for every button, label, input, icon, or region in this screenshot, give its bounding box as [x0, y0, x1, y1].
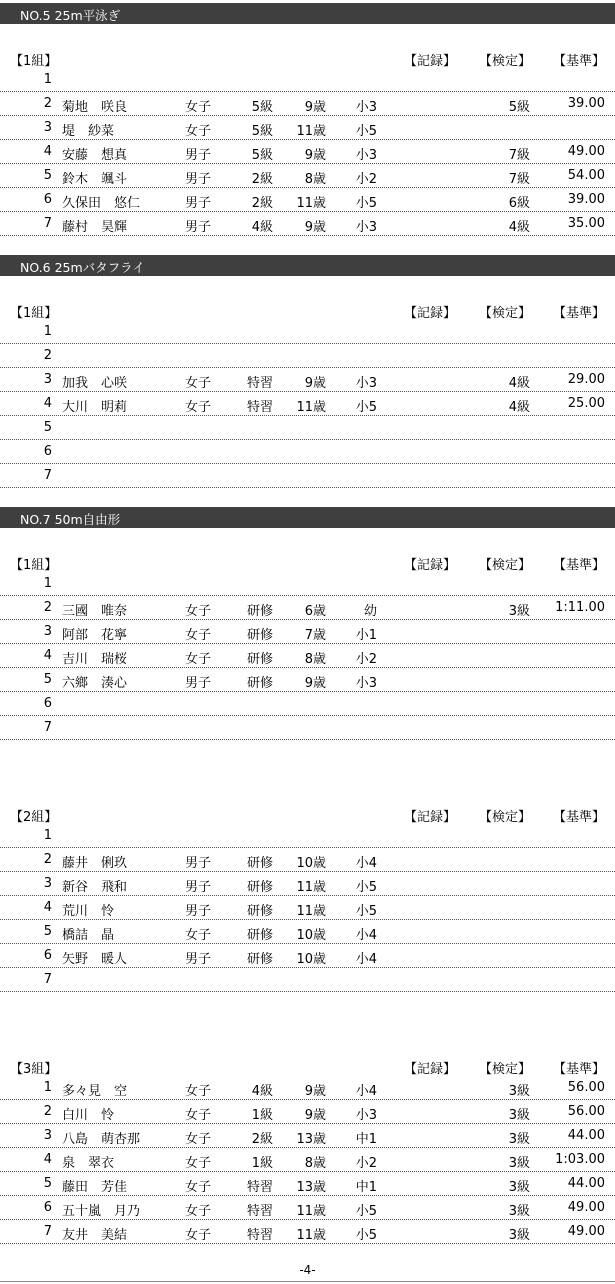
lane-number: 2 [43, 96, 52, 111]
record-column-header: 【記録】 [404, 810, 457, 825]
standard-time: 35.00 [567, 216, 605, 231]
age: 11歳 [296, 400, 326, 415]
lane-number: 5 [43, 420, 52, 435]
swimmer-name: 安藤 想真 [62, 148, 128, 163]
school-grade: 小4 [355, 952, 377, 967]
age: 13歳 [296, 1132, 326, 1147]
age: 9歳 [304, 100, 326, 115]
test-level: 4級 [508, 220, 530, 235]
test-level: 3級 [508, 1228, 530, 1243]
swimmer-name: 三國 唯奈 [62, 604, 128, 619]
lane-number: 3 [43, 120, 52, 135]
gender: 男子 [185, 856, 212, 871]
standard-time: 49.00 [567, 1200, 605, 1215]
record-column-header: 【記録】 [404, 1062, 457, 1077]
standard-time: 56.00 [567, 1104, 605, 1119]
lane-number: 4 [43, 1152, 52, 1167]
lane-number: 3 [43, 372, 52, 387]
table-row [0, 872, 615, 896]
gender: 女子 [185, 1228, 212, 1243]
class-level: 研修 [246, 904, 273, 919]
age: 10歳 [296, 856, 326, 871]
swimmer-name: 阿部 花寧 [62, 628, 128, 643]
lane-number: 2 [43, 600, 52, 615]
gender: 女子 [185, 400, 212, 415]
group-header [0, 48, 615, 68]
class-level: 特習 [246, 376, 273, 391]
test-level: 4級 [508, 400, 530, 415]
record-column-header: 【記録】 [404, 54, 457, 69]
age: 7歳 [304, 628, 326, 643]
table-row [0, 392, 615, 416]
test-level: 7級 [508, 172, 530, 187]
standard-time: 54.00 [567, 168, 605, 183]
class-level: 特習 [246, 1228, 273, 1243]
gender: 男子 [185, 196, 212, 211]
school-grade: 小2 [355, 172, 377, 187]
class-level: 研修 [246, 952, 273, 967]
lane-number: 3 [43, 1128, 52, 1143]
class-level: 1級 [251, 1156, 273, 1171]
class-level: 5級 [251, 148, 273, 163]
group-label: 【3組】 [10, 1062, 58, 1077]
table-row [0, 188, 615, 212]
school-grade: 小5 [355, 904, 377, 919]
table-row [0, 92, 615, 116]
standard-time: 39.00 [567, 192, 605, 207]
table-row [0, 140, 615, 164]
swimmer-name: 藤井 俐玖 [62, 856, 128, 871]
class-level: 5級 [251, 100, 273, 115]
class-level: 研修 [246, 928, 273, 943]
gender: 女子 [185, 124, 212, 139]
school-grade: 小2 [355, 1156, 377, 1171]
swimmer-name: 新谷 飛和 [62, 880, 128, 895]
table-row [0, 440, 615, 464]
age: 9歳 [304, 1108, 326, 1123]
table-row [0, 920, 615, 944]
swimmer-name: 荒川 怜 [62, 904, 115, 919]
school-grade: 小4 [355, 1084, 377, 1099]
age: 11歳 [296, 880, 326, 895]
lane-number: 6 [43, 948, 52, 963]
table-row [0, 320, 615, 344]
table-row [0, 668, 615, 692]
standard-column-header: 【基準】 [553, 306, 606, 321]
table-row [0, 344, 615, 368]
lane-number: 4 [43, 900, 52, 915]
table-row [0, 620, 615, 644]
table-row [0, 1076, 615, 1100]
standard-time: 44.00 [567, 1176, 605, 1191]
test-level: 3級 [508, 1084, 530, 1099]
class-level: 1級 [251, 1108, 273, 1123]
swimmer-name: 堤 紗菜 [62, 124, 115, 139]
event-title: NO.7 50m自由形 [20, 512, 121, 527]
class-level: 研修 [246, 628, 273, 643]
age: 11歳 [296, 1228, 326, 1243]
standard-column-header: 【基準】 [553, 1062, 606, 1077]
swimmer-name: 菊地 咲良 [62, 100, 128, 115]
class-level: 研修 [246, 676, 273, 691]
standard-time: 56.00 [567, 1080, 605, 1095]
lane-number: 2 [43, 1104, 52, 1119]
table-row [0, 644, 615, 668]
age: 10歳 [296, 928, 326, 943]
swimmer-name: 藤村 昊輝 [62, 220, 128, 235]
gender: 女子 [185, 928, 212, 943]
event-header-bar [0, 3, 615, 24]
test-level: 3級 [508, 604, 530, 619]
table-row [0, 1124, 615, 1148]
school-grade: 小5 [355, 196, 377, 211]
event-title: NO.6 25mバタフライ [20, 260, 145, 275]
table-row [0, 572, 615, 596]
table-row [0, 116, 615, 140]
gender: 女子 [185, 604, 212, 619]
school-grade: 小1 [355, 628, 377, 643]
age: 11歳 [296, 124, 326, 139]
age: 9歳 [304, 1084, 326, 1099]
swimmer-name: 大川 明莉 [62, 400, 128, 415]
lane-number: 1 [43, 576, 52, 591]
lane-number: 7 [43, 468, 52, 483]
standard-time: 39.00 [567, 96, 605, 111]
lane-number: 1 [43, 1080, 52, 1095]
gender: 女子 [185, 1156, 212, 1171]
table-row [0, 464, 615, 488]
swimmer-name: 友井 美結 [62, 1228, 128, 1243]
school-grade: 小3 [355, 376, 377, 391]
gender: 女子 [185, 628, 212, 643]
age: 10歳 [296, 952, 326, 967]
school-grade: 小5 [355, 124, 377, 139]
school-grade: 小3 [355, 148, 377, 163]
gender: 女子 [185, 376, 212, 391]
table-row [0, 716, 615, 740]
lane-number: 5 [43, 1176, 52, 1191]
table-row [0, 164, 615, 188]
swimmer-name: 多々見 空 [62, 1084, 128, 1099]
age: 8歳 [304, 1156, 326, 1171]
test-level: 6級 [508, 196, 530, 211]
event-header-bar [0, 507, 615, 528]
lane-number: 2 [43, 852, 52, 867]
test-level: 7級 [508, 148, 530, 163]
table-row [0, 1148, 615, 1172]
swimmer-name: 八島 萌杏那 [62, 1132, 141, 1147]
swimmer-name: 橋詰 晶 [62, 928, 115, 943]
group-label: 【2組】 [10, 810, 58, 825]
class-level: 4級 [251, 1084, 273, 1099]
table-row [0, 1196, 615, 1220]
class-level: 2級 [251, 1132, 273, 1147]
table-row [0, 692, 615, 716]
test-level: 3級 [508, 1108, 530, 1123]
class-level: 研修 [246, 880, 273, 895]
lane-number: 5 [43, 672, 52, 687]
standard-column-header: 【基準】 [553, 810, 606, 825]
class-level: 2級 [251, 172, 273, 187]
table-row [0, 896, 615, 920]
school-grade: 小4 [355, 856, 377, 871]
standard-time: 1:11.00 [555, 600, 605, 615]
check-column-header: 【検定】 [479, 1062, 532, 1077]
standard-time: 25.00 [567, 396, 605, 411]
standard-time: 49.00 [567, 1224, 605, 1239]
standard-time: 1:03.00 [555, 1152, 605, 1167]
table-row [0, 1172, 615, 1196]
age: 11歳 [296, 904, 326, 919]
school-grade: 幼 [363, 604, 377, 619]
table-row [0, 416, 615, 440]
age: 11歳 [296, 196, 326, 211]
check-column-header: 【検定】 [479, 54, 532, 69]
test-level: 3級 [508, 1180, 530, 1195]
bottom-rule [0, 1281, 615, 1282]
gender: 女子 [185, 1108, 212, 1123]
gender: 男子 [185, 880, 212, 895]
swimmer-name: 泉 翠衣 [62, 1156, 115, 1171]
lane-number: 5 [43, 924, 52, 939]
lane-number: 1 [43, 324, 52, 339]
test-level: 3級 [508, 1156, 530, 1171]
school-grade: 小5 [355, 1204, 377, 1219]
age: 9歳 [304, 220, 326, 235]
lane-number: 3 [43, 624, 52, 639]
standard-time: 29.00 [567, 372, 605, 387]
gender: 男子 [185, 904, 212, 919]
standard-column-header: 【基準】 [553, 558, 606, 573]
age: 8歳 [304, 172, 326, 187]
lane-number: 4 [43, 144, 52, 159]
test-level: 3級 [508, 1132, 530, 1147]
record-column-header: 【記録】 [404, 558, 457, 573]
class-level: 研修 [246, 856, 273, 871]
table-row [0, 824, 615, 848]
class-level: 2級 [251, 196, 273, 211]
swimmer-name: 五十嵐 月乃 [62, 1204, 141, 1219]
lane-number: 4 [43, 396, 52, 411]
test-level: 3級 [508, 1204, 530, 1219]
age: 9歳 [304, 376, 326, 391]
school-grade: 小3 [355, 676, 377, 691]
swimmer-name: 久保田 悠仁 [62, 196, 141, 211]
gender: 男子 [185, 952, 212, 967]
gender: 女子 [185, 652, 212, 667]
table-row [0, 68, 615, 92]
school-grade: 小4 [355, 928, 377, 943]
event-title: NO.5 25m平泳ぎ [20, 8, 121, 23]
age: 9歳 [304, 148, 326, 163]
gender: 女子 [185, 1180, 212, 1195]
table-row [0, 1100, 615, 1124]
lane-number: 7 [43, 972, 52, 987]
check-column-header: 【検定】 [479, 810, 532, 825]
lane-number: 7 [43, 216, 52, 231]
group-header [0, 1056, 615, 1076]
group-header [0, 552, 615, 572]
school-grade: 小5 [355, 400, 377, 415]
record-column-header: 【記録】 [404, 306, 457, 321]
table-row [0, 212, 615, 236]
gender: 男子 [185, 148, 212, 163]
swimmer-name: 吉川 瑞桜 [62, 652, 128, 667]
age: 11歳 [296, 1204, 326, 1219]
class-level: 特習 [246, 1204, 273, 1219]
class-level: 特習 [246, 1180, 273, 1195]
table-row [0, 944, 615, 968]
swimmer-name: 加我 心咲 [62, 376, 128, 391]
school-grade: 小3 [355, 220, 377, 235]
school-grade: 中1 [355, 1180, 377, 1195]
standard-time: 49.00 [567, 144, 605, 159]
lane-number: 2 [43, 348, 52, 363]
test-level: 4級 [508, 376, 530, 391]
lane-number: 3 [43, 876, 52, 891]
table-row [0, 1220, 615, 1244]
school-grade: 小5 [355, 1228, 377, 1243]
school-grade: 小3 [355, 100, 377, 115]
standard-column-header: 【基準】 [553, 54, 606, 69]
school-grade: 小3 [355, 1108, 377, 1123]
table-row [0, 368, 615, 392]
class-level: 特習 [246, 400, 273, 415]
group-label: 【1組】 [10, 54, 58, 69]
class-level: 研修 [246, 604, 273, 619]
check-column-header: 【検定】 [479, 306, 532, 321]
lane-number: 5 [43, 168, 52, 183]
lane-number: 1 [43, 828, 52, 843]
gender: 女子 [185, 1084, 212, 1099]
class-level: 研修 [246, 652, 273, 667]
gender: 女子 [185, 1204, 212, 1219]
age: 6歳 [304, 604, 326, 619]
school-grade: 小2 [355, 652, 377, 667]
gender: 男子 [185, 676, 212, 691]
table-row [0, 968, 615, 992]
swimmer-name: 藤田 芳佳 [62, 1180, 128, 1195]
school-grade: 小5 [355, 880, 377, 895]
group-label: 【1組】 [10, 558, 58, 573]
lane-number: 4 [43, 648, 52, 663]
group-header [0, 804, 615, 824]
lane-number: 1 [43, 72, 52, 87]
standard-time: 44.00 [567, 1128, 605, 1143]
gender: 男子 [185, 220, 212, 235]
gender: 女子 [185, 1132, 212, 1147]
age: 8歳 [304, 652, 326, 667]
swimmer-name: 六鄉 湊心 [62, 676, 128, 691]
lane-number: 6 [43, 444, 52, 459]
class-level: 4級 [251, 220, 273, 235]
class-level: 5級 [251, 124, 273, 139]
gender: 女子 [185, 100, 212, 115]
group-label: 【1組】 [10, 306, 58, 321]
swimmer-name: 鈴木 颯斗 [62, 172, 128, 187]
lane-number: 7 [43, 720, 52, 735]
group-header [0, 300, 615, 320]
check-column-header: 【検定】 [479, 558, 532, 573]
gender: 男子 [185, 172, 212, 187]
test-level: 5級 [508, 100, 530, 115]
swimmer-name: 白川 怜 [62, 1108, 115, 1123]
lane-number: 6 [43, 696, 52, 711]
lane-number: 6 [43, 1200, 52, 1215]
age: 9歳 [304, 676, 326, 691]
age: 13歳 [296, 1180, 326, 1195]
lane-number: 6 [43, 192, 52, 207]
table-row [0, 848, 615, 872]
page-number: -4- [299, 1263, 316, 1277]
table-row [0, 596, 615, 620]
lane-number: 7 [43, 1224, 52, 1239]
school-grade: 中1 [355, 1132, 377, 1147]
event-header-bar [0, 255, 615, 276]
swimmer-name: 矢野 暖人 [62, 952, 128, 967]
